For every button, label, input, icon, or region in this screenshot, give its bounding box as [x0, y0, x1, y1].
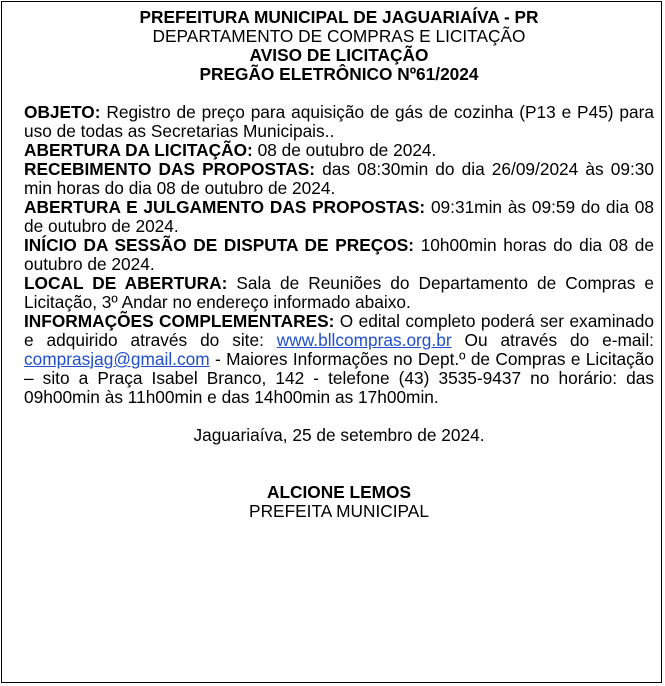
objeto-label: OBJETO:: [24, 102, 101, 122]
disputa-label: INÍCIO DA SESSÃO DE DISPUTA DE PREÇOS:: [24, 235, 414, 255]
header-municipality: PREFEITURA MUNICIPAL DE JAGUARIAÍVA - PR: [139, 7, 539, 27]
local-label: LOCAL DE ABERTURA:: [24, 273, 228, 293]
signature-name: ALCIONE LEMOS: [266, 482, 411, 502]
section-recebimento: [24, 160, 654, 198]
objeto-text: Registro de preço para aquisição de gás de cozinha (P13 e P45) para uso de todas as Secretarias Municipais..: [24, 102, 654, 141]
header-notice-title: AVISO DE LICITAÇÃO: [249, 45, 429, 65]
abertura-label: ABERTURA DA LICITAÇÃO:: [24, 140, 253, 160]
informacoes-text-site: O edital completo poderá ser examinado e adquirido através do site:: [24, 311, 654, 350]
section-julgamento: [24, 198, 654, 236]
local-text: Sala de Reuniões do Departamento de Compras e Licitação, 3º Andar no endereço informado abaixo.: [24, 273, 654, 312]
recebimento-label: RECEBIMENTO DAS PROPOSTAS:: [24, 159, 316, 179]
abertura-text: 08 de outubro de 2024.: [257, 140, 437, 160]
section-objeto: [24, 103, 654, 141]
notice-content: [24, 8, 654, 521]
signature-title: PREFEITA MUNICIPAL: [249, 501, 429, 521]
section-local: [24, 274, 654, 312]
header-tender-number: PREGÃO ELETRÔNICO Nº61/2024: [199, 64, 479, 84]
recebimento-text: das 08:30min do dia 26/09/2024 às 09:30 min horas do dia 08 de outubro de 2024.: [24, 159, 654, 198]
informacoes-text-email: Ou através do e-mail:: [464, 330, 654, 350]
section-informacoes: [24, 312, 654, 407]
julgamento-label: ABERTURA E JULGAMENTO DAS PROPOSTAS:: [24, 197, 426, 217]
section-disputa: [24, 236, 654, 274]
date-line: Jaguariaíva, 25 de setembro de 2024.: [193, 425, 485, 445]
julgamento-text: 09:31min às 09:59 do dia 08 de outubro de 2024.: [24, 197, 654, 236]
site-link[interactable]: www.bllcompras.org.br: [276, 330, 452, 350]
informacoes-label: INFORMAÇÕES COMPLEMENTARES:: [24, 311, 335, 331]
informacoes-text-after: - Maiores Informações no Dept.º de Compras e Licitação – sito a Praça Isabel Branco, 142 - telefone (43) 3535-9437 no horário: das 09h00min às 11h00min e das 14h00min as 17h00min.: [24, 349, 654, 407]
section-abertura: [24, 141, 654, 160]
disputa-text: 10h00min horas do dia 08 de outubro de 2024.: [24, 235, 654, 274]
header-department: DEPARTAMENTO DE COMPRAS E LICITAÇÃO: [152, 26, 526, 46]
email-link[interactable]: comprasjag@gmail.com: [24, 349, 210, 369]
